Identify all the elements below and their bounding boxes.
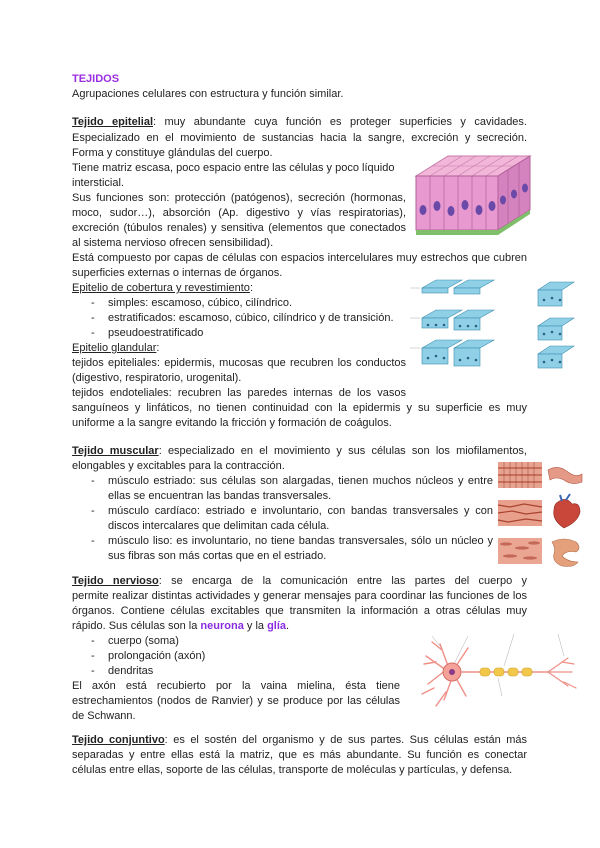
glandular-line-4: sanguíneos y linfáticos, no tienen continuidad con la epidermis y su superficie es muy <box>72 402 527 414</box>
glandular-line-1: tejidos epiteliales: epidermis, mucosas que recubren los conductos <box>72 357 406 369</box>
conjuntivo-line-1: Tejido conjuntivo: es el sostén del organismo y de sus partes. Sus células están más <box>72 734 528 746</box>
nervioso-line-2: permite realizar distintas actividades y generar mensajes para coordinar las funciones de los <box>72 590 527 602</box>
muscular-line-1: Tejido muscular: especializado en el movimiento y sus células son los miofilamentos, <box>72 445 527 457</box>
epitelial-line-9: al sistema nervioso ofrecen sensibilidad). <box>72 237 274 249</box>
bullet-marker: - <box>91 312 95 324</box>
epitelial-line-1: Tejido epitelial: muy abundante cuya función es proteger superficies y cavidades. <box>72 116 527 128</box>
glandular-line-2: (digestivo, respiratorio, urogenital). <box>72 372 242 384</box>
nervioso-line-1: Tejido nervioso: se encarga de la comunicación entre las partes del cuerpo y <box>72 575 527 587</box>
axon-line-2: estrechamientos (nodos de Ranvier) y se produce por las células <box>72 695 400 707</box>
nervioso-line-4: rápido. Sus células son la neurona y la glía. <box>72 620 290 632</box>
page-title: TEJIDOS <box>72 73 120 85</box>
list-item-cont: discos intercalares que delimitan cada célula. <box>108 520 330 532</box>
list-item-cont: ellas se encuentran las bandas transversales. <box>108 490 332 502</box>
neurona-term: neurona <box>200 620 244 632</box>
muscular-heading: Tejido muscular <box>72 445 159 457</box>
subheading-cobertura: Epitelio de cobertura y revestimiento: <box>72 282 253 294</box>
bullet-marker: - <box>91 635 95 647</box>
epitelial-line-10: Está compuesto por capas de células con espacios intercelulares muy estrechos que cubren <box>72 252 527 264</box>
list-item: dendritas <box>108 665 154 677</box>
list-item: simples: escamoso, cúbico, cilíndrico. <box>108 297 293 309</box>
list-item: músculo estriado: sus células son alargadas, tienen muchos núcleos y entre <box>108 475 493 487</box>
subheading-glandular: Epitelio glandular: <box>72 342 160 354</box>
list-item: músculo liso: es involuntario, no tiene bandas transversales, sólo un núcleo y <box>108 535 493 547</box>
epitelial-heading: Tejido epitelial <box>72 116 153 128</box>
muscle-types-image <box>496 460 586 570</box>
nervioso-line-3: órganos. Contiene células excitables que transmiten la información a otras células muy <box>72 605 527 617</box>
list-item-cont: sus fibras son más cortas que en el estriado. <box>108 550 327 562</box>
epitelial-line-4: Tiene matriz escasa, poco espacio entre las células y poco líquido <box>72 162 395 174</box>
conjuntivo-line-2: separadas y entre ellas está la matriz, que es más abundante. Su función es conectar <box>72 749 527 761</box>
epitelial-line-3: Forma y constituye glándulas del cuerpo. <box>72 147 273 159</box>
epitelial-line-11: superficies externas o internas de órganos. <box>72 267 283 279</box>
bullet-marker: - <box>91 535 95 547</box>
glandular-line-5: uniforme a la sangre evitando la fricción y formación de coágulos. <box>72 417 392 429</box>
list-item: prolongación (axón) <box>108 650 206 662</box>
list-item: estratificados: escamoso, cúbico, cilíndrico y de transición. <box>108 312 394 324</box>
bullet-marker: - <box>91 650 95 662</box>
glia-term: glía <box>267 620 287 632</box>
bullet-marker: - <box>91 505 95 517</box>
glandular-line-3: tejidos endoteliales: recubren las paredes internas de los vasos <box>72 387 406 399</box>
epithelium-types-image <box>410 268 582 376</box>
epitelial-line-8: excreción (túbulos renales) y sensitiva (elementos que conectados <box>72 222 406 234</box>
conjuntivo-line-3: células entre ellas, soporte de las células, transporte de moléculas y partículas, y defensa. <box>72 764 513 776</box>
bullet-marker: - <box>91 327 95 339</box>
epitelial-line-5: intersticial. <box>72 177 124 189</box>
bullet-marker: - <box>91 665 95 677</box>
neuron-diagram-image <box>418 626 584 718</box>
bullet-marker: - <box>91 297 95 309</box>
epitelial-line-7: moco, sudor…), absorción (Ap. digestivo y vías respiratorias), <box>72 207 406 219</box>
conjuntivo-heading: Tejido conjuntivo <box>72 734 165 746</box>
list-item: músculo cardíaco: estriado e involuntario, con bandas transversales y con <box>108 505 493 517</box>
epitelial-line-6: Sus funciones son: protección (patógenos), secreción (hormonas, <box>72 192 406 204</box>
axon-line-3: de Schwann. <box>72 710 136 722</box>
epithelium-tissue-image <box>408 148 533 240</box>
list-item: pseudoestratificado <box>108 327 204 339</box>
axon-line-1: El axón está recubierto por la vaina mielina, ésta tiene <box>72 680 400 692</box>
list-item: cuerpo (soma) <box>108 635 179 647</box>
bullet-marker: - <box>91 475 95 487</box>
muscular-line-2: elongables y excitables para la contracción. <box>72 460 285 472</box>
intro-text: Agrupaciones celulares con estructura y función similar. <box>72 88 344 100</box>
nervioso-heading: Tejido nervioso <box>72 575 159 587</box>
epitelial-line-2: Especializado en el movimiento de sustancias hacia la sangre, excreción y secreción. <box>72 132 527 144</box>
